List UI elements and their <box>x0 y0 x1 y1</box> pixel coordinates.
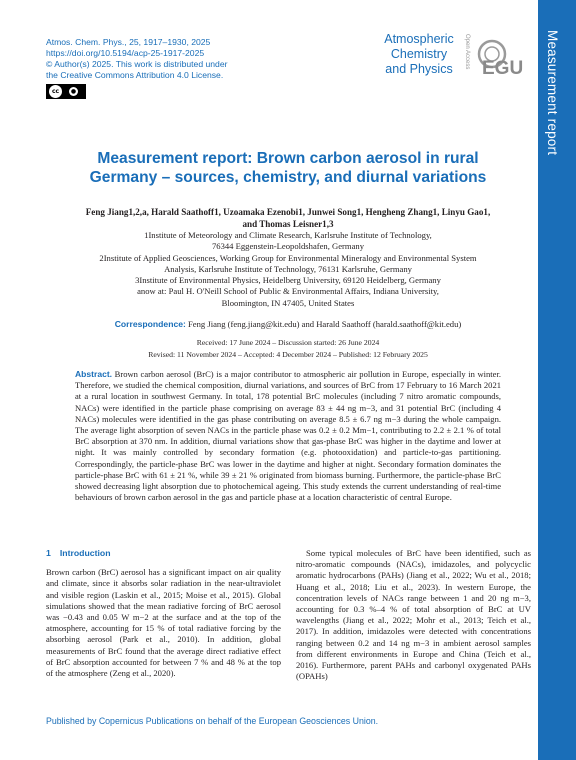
article-type-label: Measurement report <box>545 30 560 156</box>
open-access-label: Open Access <box>464 34 470 70</box>
journal-side-band <box>538 0 576 760</box>
dates-line: Received: 17 June 2024 – Discussion started: 26 June 2024 <box>196 338 380 347</box>
dates-line: Revised: 11 November 2024 – Accepted: 4 December 2024 – Published: 12 February 2025 <box>148 350 428 359</box>
abstract <box>75 369 501 503</box>
affiliation-line: anow at: Paul H. O'Neill School of Public & Environmental Affairs, Indiana University, <box>137 286 439 297</box>
left-column <box>46 548 281 679</box>
journal-name-line: and Physics <box>385 62 453 76</box>
journal-name-line: Chemistry <box>390 47 448 61</box>
affiliation-line: 3Institute of Environmental Physics, Heidelberg University, 69120 Heidelberg, Germany <box>135 275 441 286</box>
article-title <box>60 149 516 187</box>
doi-link[interactable]: https://doi.org/10.5194/acp-25-1917-2025 <box>46 48 205 58</box>
affiliation-line: Bloomington, IN 47405, United States <box>221 297 355 308</box>
journal-name-line: Atmospheric <box>384 32 454 46</box>
right-column <box>296 548 531 682</box>
affiliation-line: Analysis, Karlsruhe Institute of Technology, 76131 Karlsruhe, Germany <box>164 263 412 274</box>
egu-logo-text: EGU <box>482 58 524 79</box>
section-heading <box>46 548 281 559</box>
title-line: Measurement report: Brown carbon aerosol in rural <box>97 150 479 167</box>
correspondence <box>60 319 516 330</box>
journal-name <box>374 32 464 77</box>
publication-dates <box>60 337 516 361</box>
cc-by-license-icon[interactable] <box>46 84 86 99</box>
license-line[interactable]: the Creative Commons Attribution 4.0 License. <box>46 70 224 80</box>
copyright-line: © Author(s) 2025. This work is distributed under <box>46 59 228 69</box>
correspondence-label: Correspondence: <box>114 319 186 329</box>
attribution-icon: ● <box>70 88 77 95</box>
intro-paragraph-right: Some typical molecules of BrC have been identified, such as nitro-aromatic compounds (NACs), imidazoles, and polycyclic aromatic hydrocarbons (PAHs) (Jiang et al., 2022; Wu et al., 2018; Huang et al., 2018; Liu et al., 2023). In western Europe, the concentration levels of NACs range between 1 and 20 ng m−3, accounting for 0.3 %–4 % of total absorption of BrC at UV wavelengths (Jiang et al., 2022; Mohr et al., 2013; Teich et al., 2017). In addition, imidazoles were detected with concentrations ranging between 0.2 and 14 ng m−3 in ambient aerosol samples from different environments in Europe and China (Teich et al., 2016). Furthermore, parent PAHs and carbonyl oxygenated PAHs (OPAHs) <box>296 548 531 682</box>
egu-logo-icon <box>474 38 534 86</box>
journal-reference: Atmos. Chem. Phys., 25, 1917–1930, 2025 <box>46 37 211 47</box>
section-number: 1 <box>46 548 51 558</box>
affiliation-line: 2Institute of Applied Geosciences, Working Group for Environmental Mineralogy and Environmental System <box>99 252 477 263</box>
author-list <box>66 206 510 230</box>
abstract-text: Brown carbon aerosol (BrC) is a major contributor to atmospheric air pollution in Europe, especially in winter. Therefore, we studied the chemical composition, diurnal variations, and sources of BrC from 17 February to 16 March 2021 at a rural location in southwest Germany. In total, 178 potential BrC molecules (including 7 nitro aromatic compounds, NACs) were identified in the particle phase comprising on average 83 ± 44 ng m−3, and 31 potential BrC (including 4 NACs) molecules were identified in the gas phase contributing on average 8.5 ± 6.7 ng m−3 during the whole campaign. The average light absorption of seven NACs in the particle phase was 0.2 ± 0.2 Mm−1, contributing to 2.2 ± 2.1 % of total BrC absorption at 370 nm. In addition, diurnal variations show that gas-phase BrC was higher in the daytime and lower at night. It was mainly controlled by secondary formation (e.g. photooxidation) and particle-to-gas partitioning. Correspondingly, the particle-phase BrC was lower in the daytime and higher at night. Secondary formation dominates the particle-phase BrC with 61 ± 21 %, while 39 ± 21 % originated from biomass burning. Furthermore, the particle-phase BrC showed decreasing light absorption due to photochemical ageing. This study extends the current understanding of real-time behaviours of brown carbon aerosol in the gas and particle phase at a location characteristic of central Europe. <box>75 369 501 503</box>
publisher-footer: Published by Copernicus Publications on behalf of the European Geosciences Union. <box>46 716 379 726</box>
abstract-label: Abstract. <box>75 369 113 379</box>
author-line: and Thomas Leisner1,3 <box>242 219 334 229</box>
section-title: Introduction <box>59 548 111 558</box>
article-metadata <box>46 37 306 81</box>
affiliation-line: 76344 Eggenstein-Leopoldshafen, Germany <box>211 241 365 252</box>
correspondence-emails[interactable]: Feng Jiang (feng.jiang@kit.edu) and Harald Saathoff (harald.saathoff@kit.edu) <box>185 319 462 329</box>
affiliation-line: 1Institute of Meteorology and Climate Research, Karlsruhe Institute of Technology, <box>144 230 432 240</box>
title-line: Germany – sources, chemistry, and diurnal variations <box>89 169 487 186</box>
author-line: Feng Jiang1,2,a, Harald Saathoff1, Uzoamaka Ezenobi1, Junwei Song1, Hengheng Zhang1, Linyu Gao1, <box>85 207 491 217</box>
affiliations <box>62 230 514 309</box>
cc-icon: cc <box>49 85 62 98</box>
intro-paragraph-left: Brown carbon (BrC) aerosol has a significant impact on air quality and climate, since it absorbs solar radiation in the near-ultraviolet and visible region (Laskin et al., 2015; Moise et al., 2015). Global simulations showed that the mean radiative forcing of BrC aerosol was −0.43 and 0.05 W m−2 at the surface and at the top of the atmosphere, accounting for 15 % of total radiative forcing by the absorbing aerosol (Park et al., 2010). In addition, global measurements of BrC found that the average direct radiative effect of BrC absorption accounted for between 7 % and 48 % at the top of the atmosphere (Zeng et al., 2020). <box>46 567 281 679</box>
